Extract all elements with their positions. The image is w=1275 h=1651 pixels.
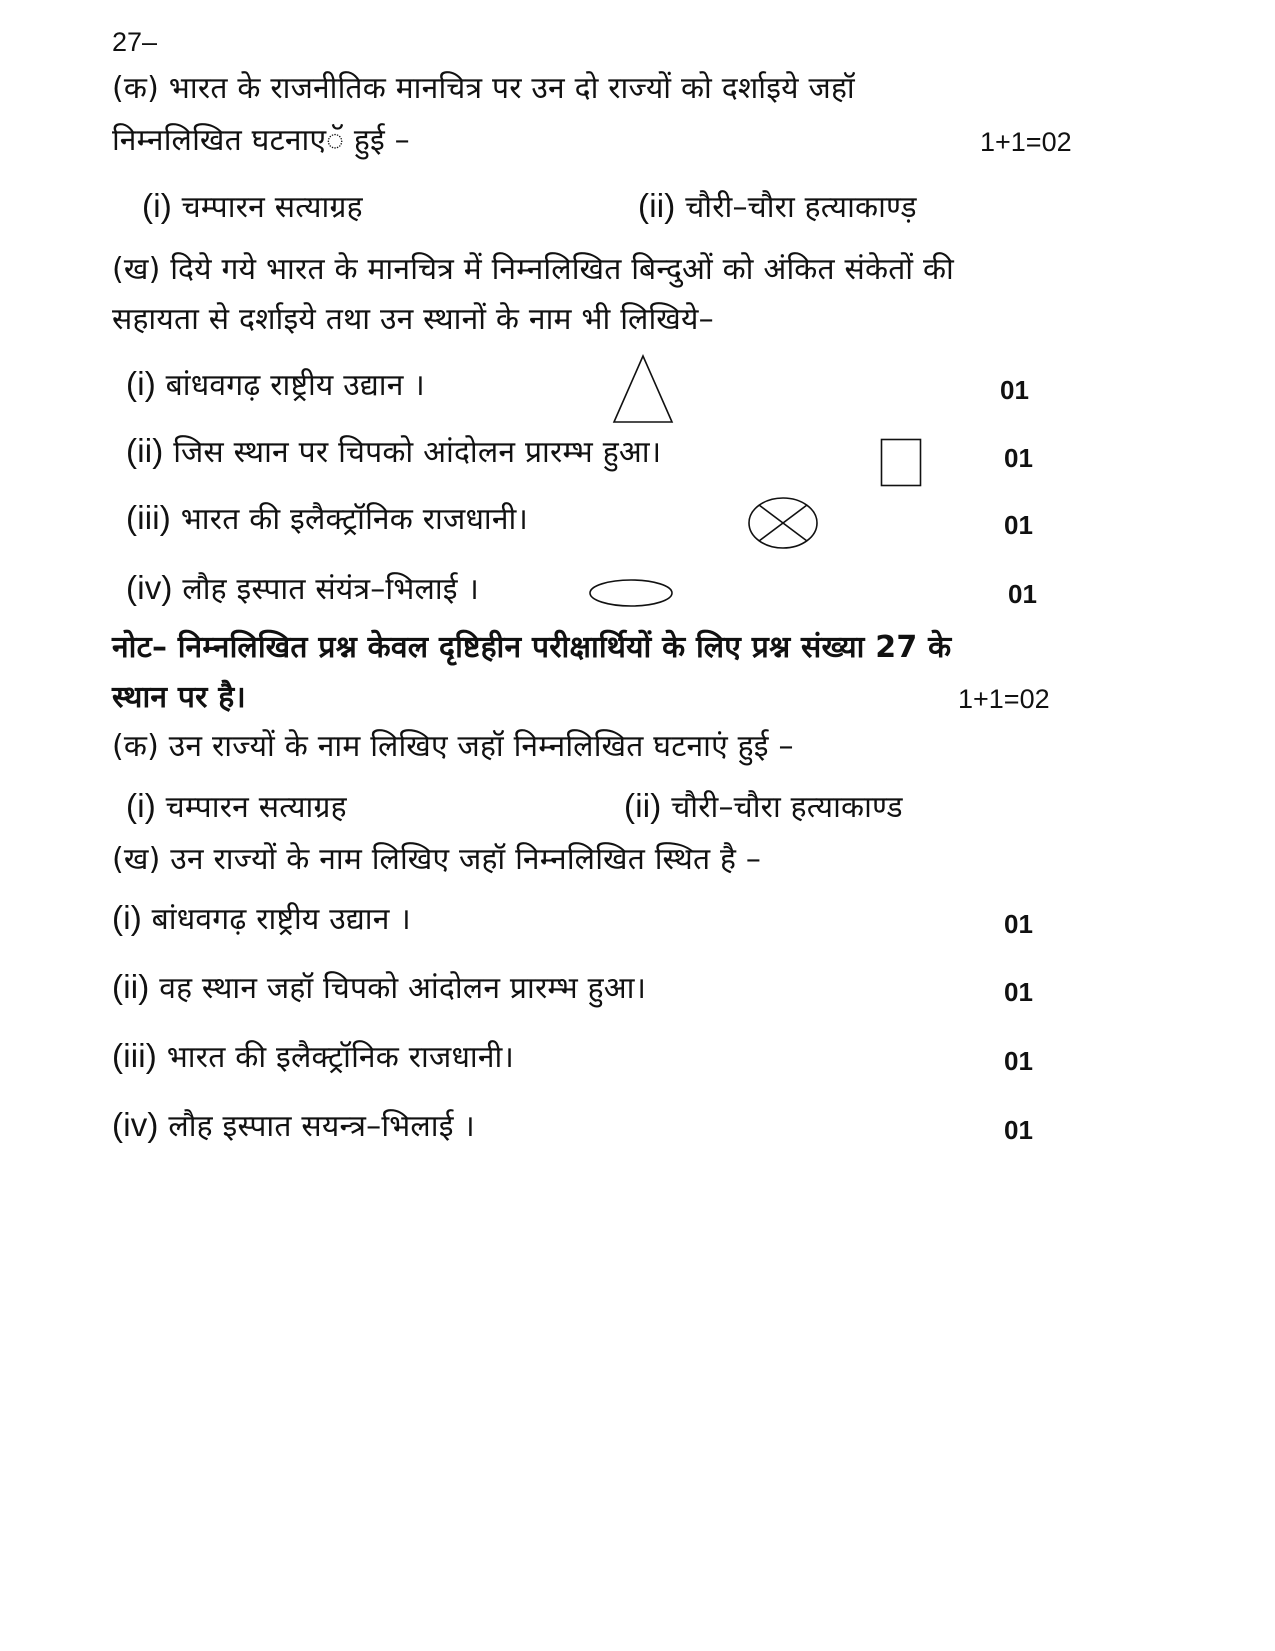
item-label: (ii) xyxy=(112,968,150,1005)
part-b-line1: (ख) दिये गये भारत के मानचित्र में निम्नलिखित बिन्दुओं को अंकित संकेतों की xyxy=(112,252,955,287)
item-text: चौरी–चौरा हत्याकाण्ड xyxy=(661,790,903,825)
note-part-a-line: (क) उन राज्यों के नाम लिखिए जहॉ निम्नलिखित घटनाएं हुई – xyxy=(112,729,794,764)
item-text: चौरी–चौरा हत्याकाण्ड़ xyxy=(675,190,917,225)
ellipse-icon xyxy=(588,577,674,609)
part-b-item-iv-marks: 01 xyxy=(1008,579,1037,609)
item-text: चम्पारन सत्याग्रह xyxy=(155,790,347,825)
part-a-line2: निम्नलिखित घटनाएॅ हुई – xyxy=(112,123,410,158)
note-part-b-item-iv-marks: 01 xyxy=(1004,1115,1033,1145)
part-a-line1: (क) भारत के राजनीतिक मानचित्र पर उन दो राज्यों को दर्शाइये जहॉ xyxy=(112,71,855,106)
item-label: (iii) xyxy=(126,499,171,536)
part-b-item-iii xyxy=(126,498,528,540)
note-part-b-item-i-marks: 01 xyxy=(1004,909,1033,939)
item-text: जिस स्थान पर चिपको आंदोलन प्रारम्भ हुआ। xyxy=(163,435,662,470)
note-part-b-item-ii-marks: 01 xyxy=(1004,977,1033,1007)
part-b-item-ii-marks: 01 xyxy=(1004,443,1033,473)
item-text: भारत की इलैक्ट्रॉनिक राजधानी। xyxy=(170,502,529,537)
part-a-item-ii xyxy=(638,186,917,228)
item-label: (i) xyxy=(126,787,156,824)
item-label: (i) xyxy=(142,187,172,224)
note-part-b-item-iii xyxy=(112,1036,514,1078)
item-text: बांधवगढ़ राष्ट्रीय उद्यान । xyxy=(141,902,411,937)
part-a-marks: 1+1=02 xyxy=(980,127,1072,157)
note-part-a-item-ii xyxy=(624,786,903,828)
part-b-line2: सहायता से दर्शाइये तथा उन स्थानों के नाम भी लिखिये– xyxy=(112,302,714,337)
part-b-item-iii-marks: 01 xyxy=(1004,510,1033,540)
item-label: (ii) xyxy=(638,187,676,224)
note-part-a-item-i xyxy=(126,786,347,828)
circle-cross-icon xyxy=(746,495,820,551)
note-part-b-item-ii xyxy=(112,967,646,1009)
note-part-b-item-iii-marks: 01 xyxy=(1004,1046,1033,1076)
part-b-item-i-marks: 01 xyxy=(1000,375,1029,405)
item-text: लौह इस्पात संयंत्र–भिलाई । xyxy=(172,572,480,607)
item-label: (iii) xyxy=(112,1037,157,1074)
item-label: (iv) xyxy=(126,569,173,606)
item-label: (i) xyxy=(126,365,156,402)
part-b-item-ii xyxy=(126,431,661,473)
item-label: (i) xyxy=(112,899,142,936)
item-text: वह स्थान जहॉ चिपको आंदोलन प्रारम्भ हुआ। xyxy=(149,971,647,1006)
note-part-b-line: (ख) उन राज्यों के नाम लिखिए जहॉ निम्नलिखित स्थित है – xyxy=(112,842,762,877)
note-line2: स्थान पर है। xyxy=(112,680,246,715)
question-number: 27– xyxy=(112,27,158,57)
triangle-icon xyxy=(612,354,674,424)
item-text: बांधवगढ़ राष्ट्रीय उद्यान । xyxy=(155,368,425,403)
note-line1: नोट– निम्नलिखित प्रश्न केवल दृष्टिहीन परीक्षार्थियों के लिए प्रश्न संख्या 27 के xyxy=(112,630,952,665)
part-a-item-i xyxy=(142,186,363,228)
item-text: चम्पारन सत्याग्रह xyxy=(171,190,363,225)
item-label: (ii) xyxy=(126,432,164,469)
part-b-item-iv xyxy=(126,568,479,610)
note-part-b-item-i xyxy=(112,898,411,940)
part-b-item-i xyxy=(126,364,425,406)
item-text: लौह इस्पात सयन्त्र–भिलाई । xyxy=(158,1109,475,1144)
square-icon xyxy=(880,438,924,488)
item-text: भारत की इलैक्ट्रॉनिक राजधानी। xyxy=(156,1040,515,1075)
note-part-b-item-iv xyxy=(112,1105,475,1147)
item-label: (ii) xyxy=(624,787,662,824)
note-marks: 1+1=02 xyxy=(958,684,1050,714)
item-label: (iv) xyxy=(112,1106,159,1143)
